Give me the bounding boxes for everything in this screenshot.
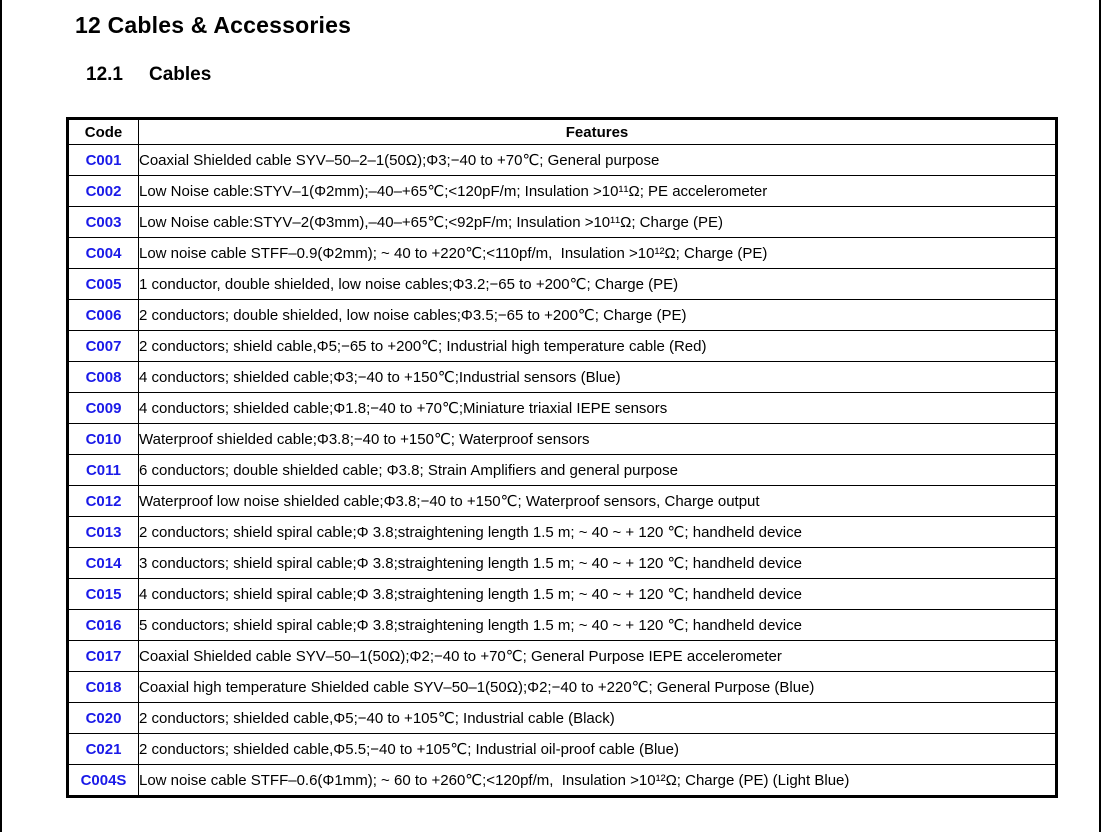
cable-features: Low noise cable STFF–0.9(Φ2mm); ~ 40 to +220℃;<110pf/m, Insulation >10¹²Ω; Charge (PE)	[139, 238, 1057, 269]
cable-features: Waterproof shielded cable;Φ3.8;−40 to +150℃; Waterproof sensors	[139, 424, 1057, 455]
column-header-features: Features	[139, 119, 1057, 145]
cable-features: 4 conductors; shielded cable;Φ1.8;−40 to +70℃;Miniature triaxial IEPE sensors	[139, 393, 1057, 424]
table-row	[68, 641, 1057, 672]
table-row	[68, 455, 1057, 486]
cable-features: 3 conductors; shield spiral cable;Φ 3.8;straightening length 1.5 m; ~ 40 ~ + 120 ℃; handheld device	[139, 548, 1057, 579]
cable-features: 2 conductors; shielded cable,Φ5.5;−40 to +105℃; Industrial oil-proof cable (Blue)	[139, 734, 1057, 765]
cable-features: 2 conductors; double shielded, low noise cables;Φ3.5;−65 to +200℃; Charge (PE)	[139, 300, 1057, 331]
section-heading	[86, 64, 211, 86]
table-row	[68, 300, 1057, 331]
table-row	[68, 393, 1057, 424]
cable-code: C014	[68, 548, 139, 579]
cable-code: C021	[68, 734, 139, 765]
chapter-heading: 12 Cables & Accessories	[75, 12, 352, 38]
cable-features: Coaxial high temperature Shielded cable SYV–50–1(50Ω);Φ2;−40 to +220℃; General Purpose (Blue)	[139, 672, 1057, 703]
cable-features: Coaxial Shielded cable SYV–50–2–1(50Ω);Φ3;−40 to +70℃; General purpose	[139, 145, 1057, 176]
cable-code: C012	[68, 486, 139, 517]
cable-code: C018	[68, 672, 139, 703]
column-header-code: Code	[68, 119, 139, 145]
cable-features: Coaxial Shielded cable SYV–50–1(50Ω);Φ2;−40 to +70℃; General Purpose IEPE accelerometer	[139, 641, 1057, 672]
cable-code: C001	[68, 145, 139, 176]
cable-features: Low Noise cable:STYV–1(Φ2mm);–40–+65℃;<120pF/m; Insulation >10¹¹Ω; PE accelerometer	[139, 176, 1057, 207]
cable-code: C015	[68, 579, 139, 610]
table-header-row	[68, 119, 1057, 145]
cable-code: C005	[68, 269, 139, 300]
page-border-left	[0, 0, 2, 832]
cable-features: 4 conductors; shield spiral cable;Φ 3.8;straightening length 1.5 m; ~ 40 ~ + 120 ℃; handheld device	[139, 579, 1057, 610]
cable-features: Low Noise cable:STYV–2(Φ3mm),–40–+65℃;<92pF/m; Insulation >10¹¹Ω; Charge (PE)	[139, 207, 1057, 238]
cable-code: C003	[68, 207, 139, 238]
cable-code: C002	[68, 176, 139, 207]
cable-code: C004S	[68, 765, 139, 797]
table-row	[68, 486, 1057, 517]
cable-code: C010	[68, 424, 139, 455]
table-row	[68, 672, 1057, 703]
table-row	[68, 610, 1057, 641]
cable-features: 2 conductors; shielded cable,Φ5;−40 to +105℃; Industrial cable (Black)	[139, 703, 1057, 734]
section-title: Cables	[148, 64, 212, 85]
cable-features: 2 conductors; shield cable,Φ5;−65 to +200℃; Industrial high temperature cable (Red)	[139, 331, 1057, 362]
cable-code: C004	[68, 238, 139, 269]
cable-code: C009	[68, 393, 139, 424]
table-row	[68, 548, 1057, 579]
table-row	[68, 703, 1057, 734]
cable-features: Low noise cable STFF–0.6(Φ1mm); ~ 60 to +260℃;<120pf/m, Insulation >10¹²Ω; Charge (PE) (Light Blue)	[139, 765, 1057, 797]
page-border-right	[1099, 0, 1101, 832]
table-row	[68, 269, 1057, 300]
cable-code: C007	[68, 331, 139, 362]
cable-code: C011	[68, 455, 139, 486]
table-row	[68, 517, 1057, 548]
cable-features: 2 conductors; shield spiral cable;Φ 3.8;straightening length 1.5 m; ~ 40 ~ + 120 ℃; handheld device	[139, 517, 1057, 548]
table-row	[68, 176, 1057, 207]
cable-code: C016	[68, 610, 139, 641]
section-number: 12.1	[86, 64, 123, 85]
cable-code: C017	[68, 641, 139, 672]
table-head	[68, 119, 1057, 145]
table-row	[68, 145, 1057, 176]
cable-features: 4 conductors; shielded cable;Φ3;−40 to +150℃;Industrial sensors (Blue)	[139, 362, 1057, 393]
table-row	[68, 734, 1057, 765]
cable-code: C013	[68, 517, 139, 548]
table-row	[68, 765, 1057, 797]
cable-code: C006	[68, 300, 139, 331]
cable-code: C020	[68, 703, 139, 734]
table-row	[68, 579, 1057, 610]
table-row	[68, 238, 1057, 269]
cable-code: C008	[68, 362, 139, 393]
cable-features: 6 conductors; double shielded cable; Φ3.8; Strain Amplifiers and general purpose	[139, 455, 1057, 486]
cable-features: 1 conductor, double shielded, low noise cables;Φ3.2;−65 to +200℃; Charge (PE)	[139, 269, 1057, 300]
table-row	[68, 424, 1057, 455]
cable-features: Waterproof low noise shielded cable;Φ3.8;−40 to +150℃; Waterproof sensors, Charge output	[139, 486, 1057, 517]
table-row	[68, 362, 1057, 393]
table-row	[68, 331, 1057, 362]
cable-features: 5 conductors; shield spiral cable;Φ 3.8;straightening length 1.5 m; ~ 40 ~ + 120 ℃; handheld device	[139, 610, 1057, 641]
cables-table	[66, 117, 1058, 798]
table-body	[68, 145, 1057, 797]
table-row	[68, 207, 1057, 238]
